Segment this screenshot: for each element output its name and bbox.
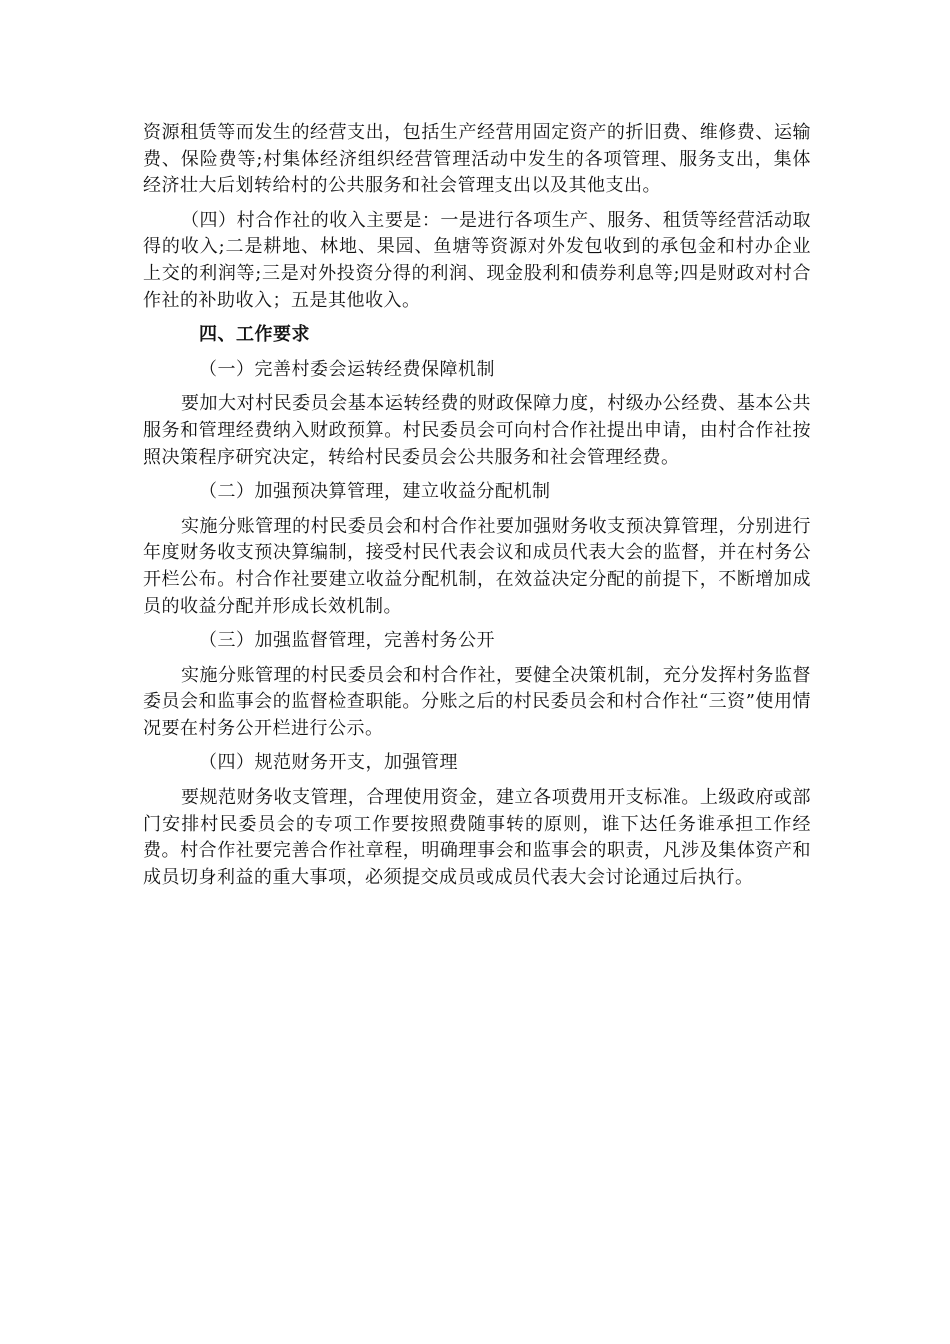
- paragraph-expenses-continued: 资源租赁等而发生的经营支出，包括生产经营用固定资产的折旧费、维修费、运输费、保险费等;村集体经济组织经营管理活动中发生的各项管理、服务支出，集体经济壮大后划转给村的公共服务和社会管理支出以及其他支出。: [143, 122, 811, 197]
- paragraph-cooperative-income: （四）村合作社的收入主要是：一是进行各项生产、服务、租赁等经营活动取得的收入;二是耕地、林地、果园、鱼塘等资源对外发包收到的承包金和村办企业上交的利润等;三是对外投资分得的利润、现金股利和债券利息等;四是财政对村合作社的补助收入；五是其他收入。: [143, 209, 811, 311]
- paragraph-budget-management: 实施分账管理的村民委员会和村合作社要加强财务收支预决算管理，分别进行年度财务收支预决算编制，接受村民代表会议和成员代表大会的监督，并在村务公开栏公布。村合作社要建立收益分配机制，在效益决定分配的前提下，不断增加成员的收益分配并形成长效机制。: [143, 515, 811, 617]
- paragraph-financial-expenditure: 要规范财务收支管理，合理使用资金，建立各项费用开支标准。上级政府或部门安排村民委员会的专项工作要按照费随事转的原则，谁下达任务谁承担工作经费。村合作社要完善合作社章程，明确理事会和监事会的职责，凡涉及集体资产和成员切身利益的重大事项，必须提交成员或成员代表大会讨论通过后执行。: [143, 787, 811, 888]
- document-body: [143, 120, 811, 899]
- subheading-financial-expenditure: （四）规范财务开支，加强管理: [199, 752, 458, 774]
- paragraph-funding-mechanism: 要加大对村民委员会基本运转经费的财政保障力度，村级办公经费、基本公共服务和管理经费纳入财政预算。村民委员会可向村合作社提出申请，由村合作社按照决策程序研究决定，转给村民委员会公共服务和社会管理经费。: [143, 393, 811, 468]
- subheading-funding-mechanism: （一）完善村委会运转经费保障机制: [199, 358, 495, 380]
- subheading-budget-management: （二）加强预决算管理，建立收益分配机制: [199, 481, 551, 503]
- subheading-supervision: （三）加强监督管理，完善村务公开: [199, 630, 495, 652]
- section-heading-work-requirements: 四、工作要求: [199, 324, 310, 346]
- paragraph-supervision: 实施分账管理的村民委员会和村合作社，要健全决策机制，充分发挥村务监督委员会和监事会的监督检查职能。分账之后的村民委员会和村合作社“三资”使用情况要在村务公开栏进行公示。: [143, 664, 811, 739]
